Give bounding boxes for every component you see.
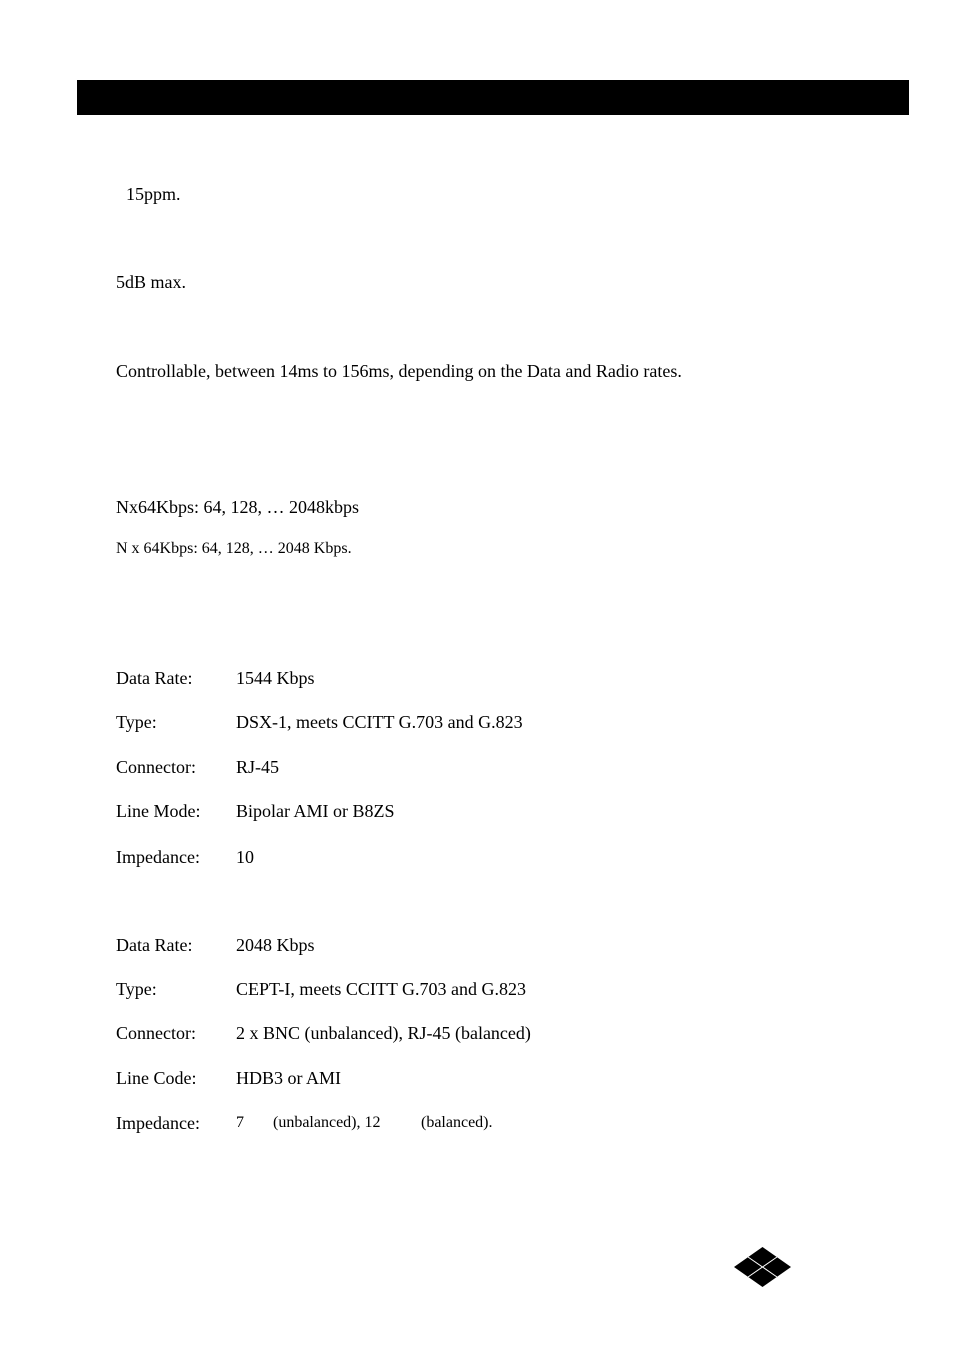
header-bar bbox=[77, 80, 909, 115]
attenuation-text: 5dB max. bbox=[116, 272, 186, 292]
diamond-logo-icon bbox=[733, 1246, 792, 1288]
e1-impedance-value-3: (balanced). bbox=[421, 1114, 493, 1131]
t1-connector-label: Connector: bbox=[116, 757, 196, 777]
e1-connector-label: Connector: bbox=[116, 1023, 196, 1043]
t1-impedance-label: Impedance: bbox=[116, 847, 200, 867]
frequency-stability-text: 15ppm. bbox=[126, 184, 181, 204]
t1-data-rate-value: 1544 Kbps bbox=[236, 668, 315, 688]
e1-line-code-value: HDB3 or AMI bbox=[236, 1068, 342, 1088]
e1-type-label: Type: bbox=[116, 979, 157, 999]
data-rates-text: Nx64Kbps: 64, 128, … 2048kbps bbox=[116, 497, 360, 517]
t1-data-rate-label: Data Rate: bbox=[116, 668, 193, 688]
e1-impedance-label: Impedance: bbox=[116, 1113, 200, 1133]
t1-type-label: Type: bbox=[116, 712, 157, 732]
e1-line-code-label: Line Code: bbox=[116, 1068, 197, 1088]
t1-line-mode-value: Bipolar AMI or B8ZS bbox=[236, 801, 395, 821]
e1-data-rate-label: Data Rate: bbox=[116, 935, 193, 955]
e1-impedance-value-2: (unbalanced), 12 bbox=[273, 1114, 381, 1131]
e1-data-rate-value: 2048 Kbps bbox=[236, 935, 315, 955]
e1-type-value: CEPT-I, meets CCITT G.703 and G.823 bbox=[236, 979, 526, 999]
e1-connector-value: 2 x BNC (unbalanced), RJ-45 (balanced) bbox=[236, 1023, 531, 1043]
t1-connector-value: RJ-45 bbox=[236, 757, 280, 777]
data-rates-note: N x 64Kbps: 64, 128, … 2048 Kbps. bbox=[116, 540, 352, 557]
t1-impedance-value: 10 bbox=[236, 847, 254, 867]
t1-line-mode-label: Line Mode: bbox=[116, 801, 201, 821]
e1-impedance-value-1: 7 bbox=[236, 1114, 244, 1131]
t1-type-value: DSX-1, meets CCITT G.703 and G.823 bbox=[236, 712, 523, 732]
delay-text: Controllable, between 14ms to 156ms, depending on the Data and Radio rates. bbox=[116, 361, 682, 381]
